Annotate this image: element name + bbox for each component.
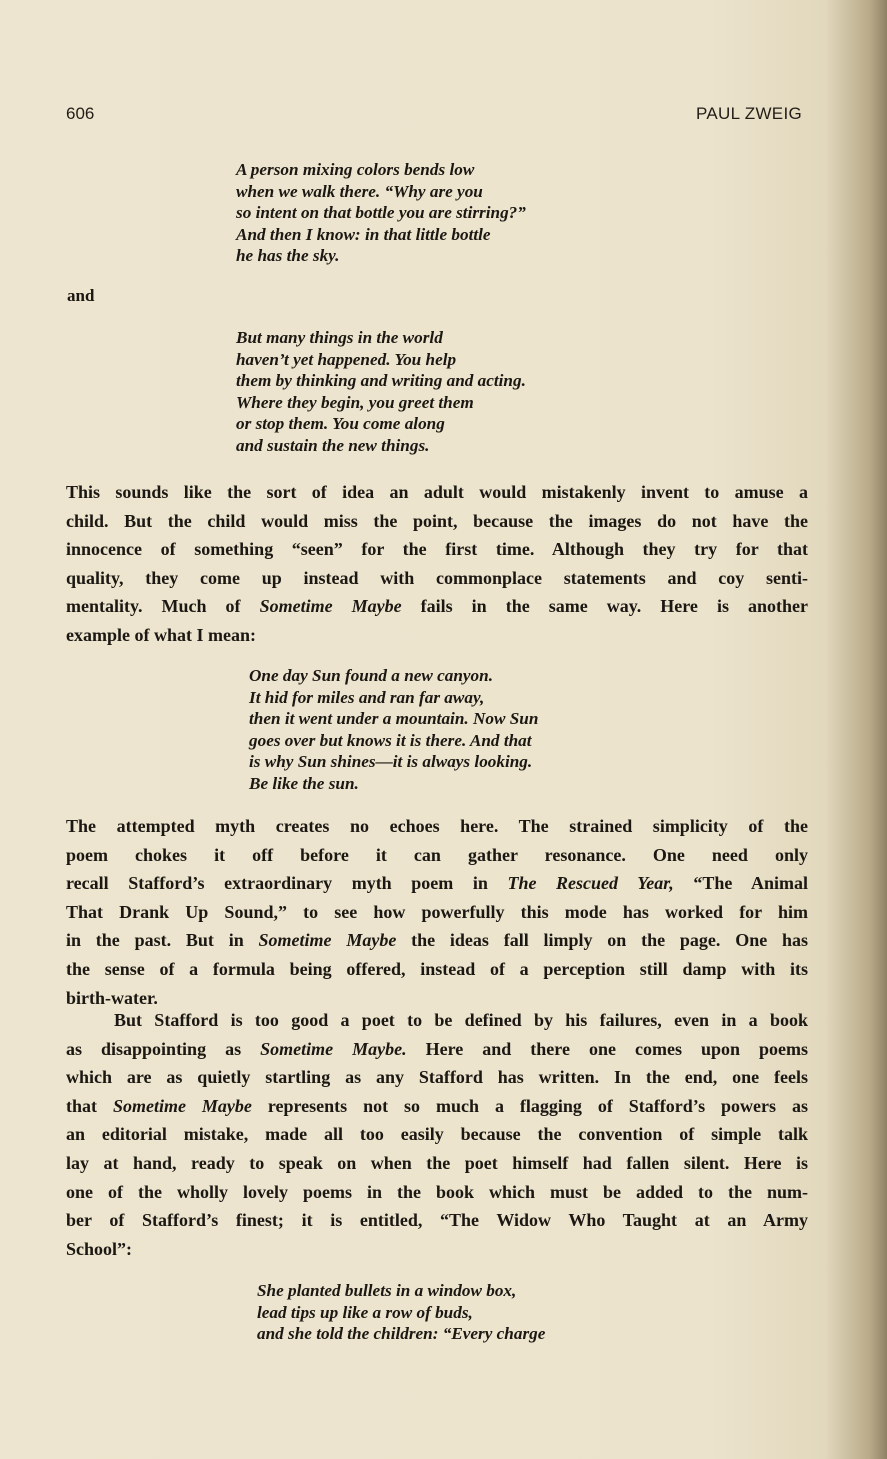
poem-line: Where they begin, you greet them bbox=[236, 392, 474, 412]
poem-line: haven’t yet happened. You help bbox=[236, 349, 457, 369]
poem-line: One day Sun found a new canyon. bbox=[249, 666, 494, 685]
text-line: ber of Stafford’s finest; it is entitled, “The Widow Who Taught at an Army bbox=[66, 1210, 808, 1231]
running-head: PAUL ZWEIG bbox=[696, 104, 802, 123]
poem-line: he has the sky. bbox=[236, 246, 340, 266]
text-line: The attempted myth creates no echoes here. The strained simplicity of the bbox=[66, 816, 808, 836]
poem-line: And then I know: in that little bottle bbox=[236, 224, 491, 244]
text-line: This sounds like the sort of idea an adult would mistakenly invent to amuse a bbox=[66, 482, 808, 502]
text-line: School”: bbox=[66, 1238, 133, 1259]
poem-line: Be like the sun. bbox=[249, 773, 359, 793]
text-line: an editorial mistake, made all too easily because the convention of simple talk bbox=[66, 1124, 808, 1145]
poem-line: A person mixing colors bends low bbox=[236, 160, 475, 179]
text-line: But Stafford is too good a poet to be defined by his failures, even in a book bbox=[114, 1010, 808, 1030]
text-line: that Sometime Maybe represents not so much a flagging of Stafford’s powers as bbox=[66, 1095, 808, 1116]
poem-line: when we walk there. “Why are you bbox=[236, 181, 483, 201]
book-title: Sometime Maybe bbox=[112, 1095, 252, 1116]
text-line: child. But the child would miss the point, because the images do not have the bbox=[66, 510, 808, 531]
text-line: poem chokes it off before it can gather resonance. One need only bbox=[66, 844, 808, 865]
text-line: recall Stafford’s extraordinary myth poem in The Rescued Year, “The Animal bbox=[66, 873, 808, 894]
text-line: example of what I mean: bbox=[66, 624, 256, 645]
text-line: That Drank Up Sound,” to see how powerfully this mode has worked for him bbox=[66, 901, 808, 922]
page-number: 606 bbox=[66, 104, 95, 123]
text-line: lay at hand, ready to speak on when the poet himself had fallen silent. Here is bbox=[66, 1152, 808, 1173]
poem-line: lead tips up like a row of buds, bbox=[257, 1302, 473, 1322]
text-line: as disappointing as Sometime Maybe. Here and there one comes upon poems bbox=[66, 1038, 809, 1059]
poem-line: or stop them. You come along bbox=[236, 414, 445, 434]
page-header bbox=[66, 104, 802, 128]
poem-line: and sustain the new things. bbox=[236, 435, 430, 455]
poem-line: is why Sun shines—it is always looking. bbox=[249, 752, 533, 772]
poem-line: She planted bullets in a window box, bbox=[257, 1281, 517, 1300]
text-line: one of the wholly lovely poems in the book which must be added to the num- bbox=[66, 1181, 808, 1202]
book-title: Sometime Maybe bbox=[258, 930, 397, 951]
poem-line: But many things in the world bbox=[236, 328, 443, 347]
text-line: quality, they come up instead with commonplace statements and coy senti- bbox=[66, 567, 808, 588]
text-line: birth-water. bbox=[66, 987, 158, 1008]
book-title: The Rescued Year, bbox=[507, 873, 674, 894]
poem-line: goes over but knows it is there. And that bbox=[249, 730, 532, 750]
poem-excerpt-2 bbox=[236, 327, 526, 457]
text-line: which are as quietly startling as any Stafford has written. In the end, one feels bbox=[66, 1067, 808, 1088]
book-title: Sometime Maybe bbox=[259, 596, 402, 617]
text-line: mentality. Much of Sometime Maybe fails in the same way. Here is another bbox=[66, 596, 808, 617]
paragraph-1 bbox=[66, 478, 808, 650]
paragraph-3 bbox=[66, 1006, 808, 1263]
poem-line: It hid for miles and ran far away, bbox=[249, 687, 485, 707]
poem-excerpt-4 bbox=[257, 1280, 545, 1345]
text-line: the sense of a formula being offered, instead of a perception still damp with its bbox=[66, 958, 808, 979]
poem-line: them by thinking and writing and acting. bbox=[236, 371, 526, 391]
book-title: Sometime Maybe. bbox=[260, 1038, 407, 1059]
poem-line: so intent on that bottle you are stirring?” bbox=[236, 203, 526, 223]
poem-line: then it went under a mountain. Now Sun bbox=[249, 709, 539, 729]
poem-excerpt-1 bbox=[236, 159, 526, 267]
poem-line: and she told the children: “Every charge bbox=[257, 1324, 546, 1344]
connector-word: and bbox=[67, 286, 95, 305]
poem-excerpt-3 bbox=[249, 665, 538, 795]
text-line: in the past. But in Sometime Maybe the ideas fall limply on the page. One has bbox=[66, 930, 809, 951]
paragraph-2 bbox=[66, 812, 808, 1012]
text-line: innocence of something “seen” for the first time. Although they try for that bbox=[66, 539, 808, 560]
